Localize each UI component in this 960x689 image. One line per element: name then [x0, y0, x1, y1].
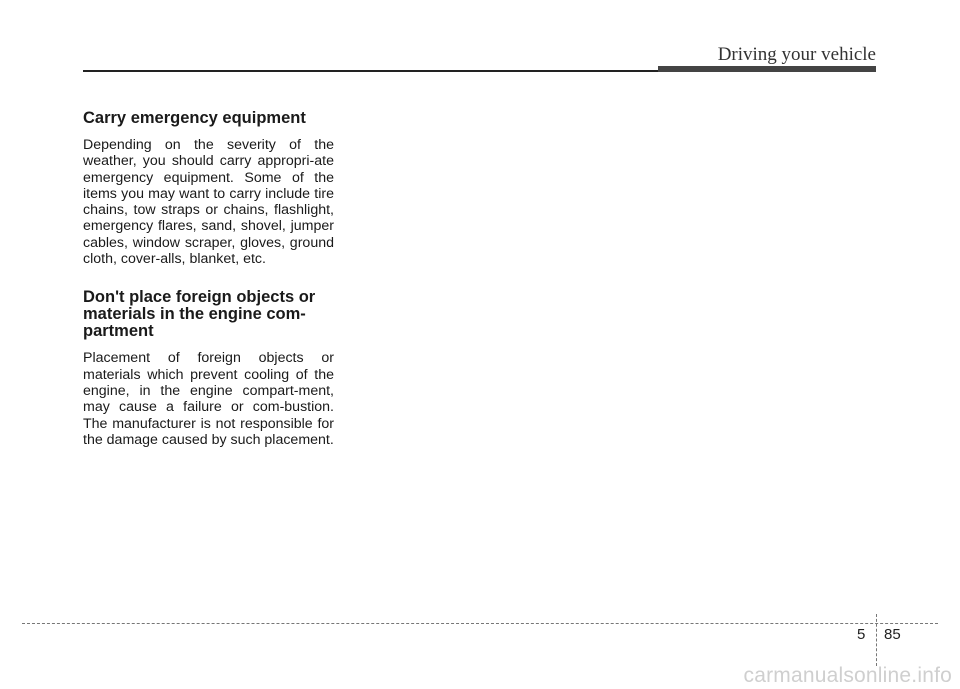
section-body-emergency-equipment: Depending on the severity of the weather, you should carry appropri-ate emergency equipment. Some of the items you may want to carry include tire chains, tow straps or chains, flashlight, emergency flares, sand, shovel, jumper cables, window scraper, gloves, ground cloth, cover-alls, blanket, etc. — [83, 137, 334, 268]
section-body-foreign-objects: Placement of foreign objects or materials which prevent cooling of the engine, in the engine compart-ment, may cause a failure or com-bustion. The manufacturer is not responsible for the damage caused by such placement. — [83, 350, 334, 448]
section-heading-emergency-equipment: Carry emergency equipment — [83, 109, 306, 127]
header-rule-accent — [658, 66, 876, 72]
chapter-title: Driving your vehicle — [717, 44, 876, 65]
header-rule — [83, 70, 663, 72]
page-number-divider — [876, 614, 877, 666]
page-number: 85 — [884, 626, 901, 643]
chapter-number: 5 — [857, 626, 866, 643]
footer-rule — [22, 623, 938, 624]
watermark: carmanualsonline.info — [743, 664, 952, 687]
main-column — [83, 110, 334, 448]
section-heading-foreign-objects: Don't place foreign objects or materials in the engine com-partment — [83, 288, 316, 341]
